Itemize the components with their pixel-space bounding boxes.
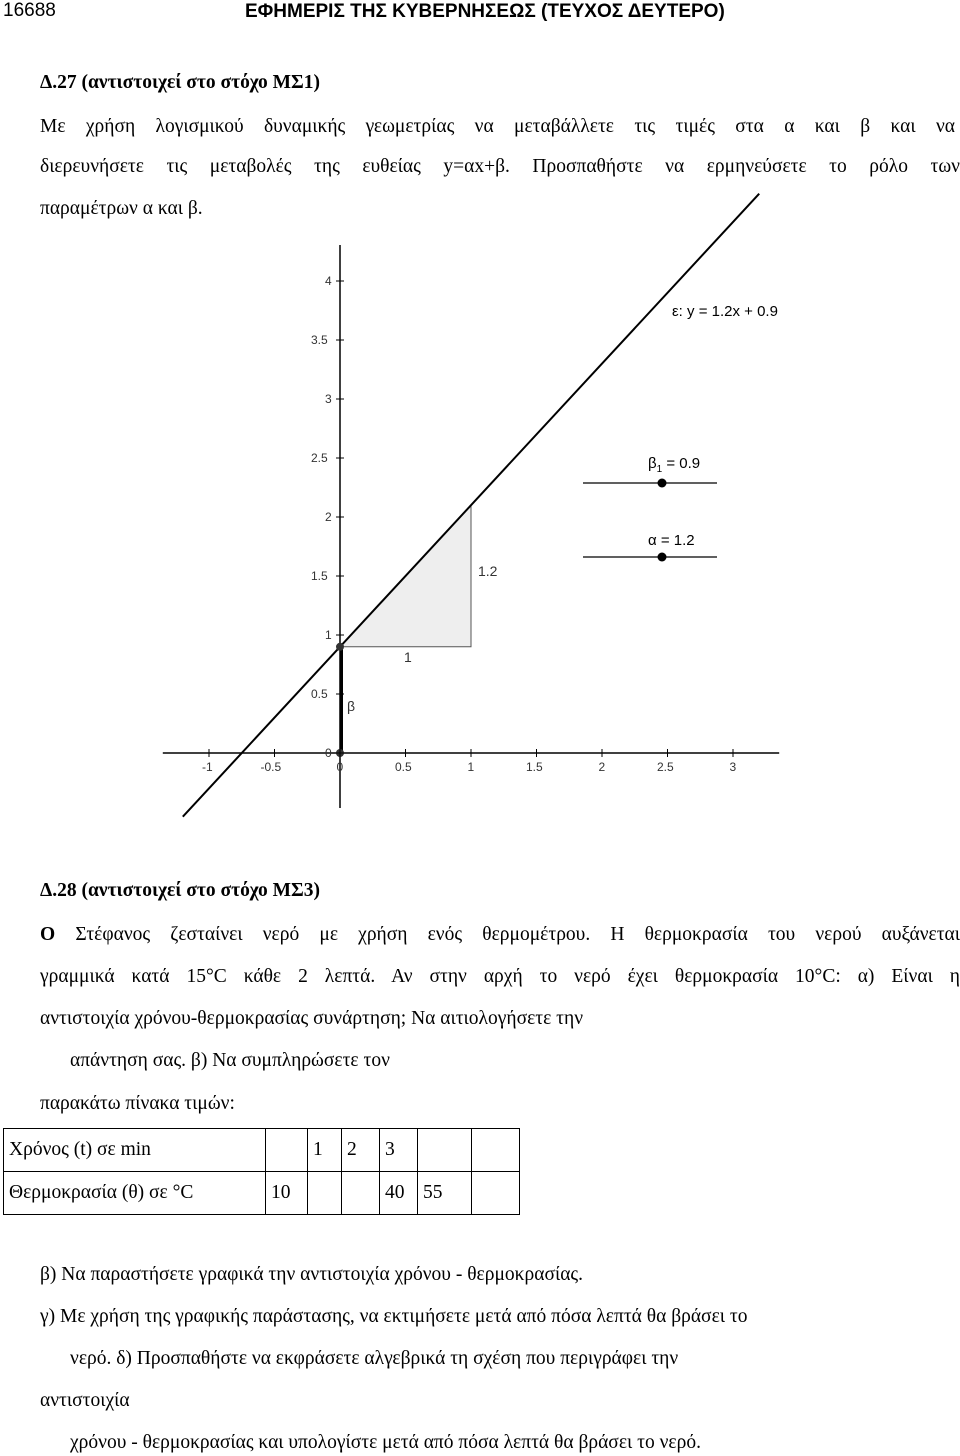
slider-a-handle[interactable] xyxy=(658,553,667,562)
values-table xyxy=(3,1128,520,1215)
line-series-group xyxy=(183,194,759,817)
table-cell[interactable] xyxy=(418,1129,472,1172)
table-cell[interactable]: 1 xyxy=(308,1129,342,1172)
table-row-temperature xyxy=(4,1172,520,1215)
table-row-time xyxy=(4,1129,520,1172)
y-tick-label: 0 xyxy=(325,746,332,760)
y-tick-label: 4 xyxy=(325,274,332,288)
x-tick-label: 2 xyxy=(598,760,606,774)
question-b: β) Να παραστήσετε γραφικά την αντιστοιχία χρόνου - θερμοκρασίας. xyxy=(40,1264,584,1285)
exercise-28-line-1-text: Στέφανος ζεσταίνει νερό με χρήση ενός θερμομέτρου. Η θερμοκρασία του νερού αυξάνεται xyxy=(75,924,960,945)
exercise-28-line-4: απάντηση σας. β) Να συμπληρώσετε τον xyxy=(70,1050,390,1071)
x-tick-label: 3 xyxy=(729,760,737,774)
y-tick-label: 0.5 xyxy=(311,687,328,701)
y-tick-label: 1.5 xyxy=(311,569,328,583)
table-cell[interactable] xyxy=(472,1172,520,1215)
y-tick-label: 2.5 xyxy=(311,451,328,465)
y-tick-label: 1 xyxy=(325,628,332,642)
table-cell[interactable]: Χρόνος (t) σε min xyxy=(4,1129,266,1172)
exercise-28-heading: Δ.28 (αντιστοιχεί στο στόχο ΜΣ3) xyxy=(40,880,321,901)
x-tick-label: 1 xyxy=(467,760,475,774)
slope-rise-label: 1.2 xyxy=(478,563,498,579)
exercise-28-line-5: παρακάτω πίνακα τιμών: xyxy=(40,1093,235,1114)
intercept-label: β xyxy=(347,698,356,714)
question-d-final: χρόνου - θερμοκρασίας και υπολογίστε μετά από πόσα λεπτά θα βράσει το νερό. xyxy=(70,1432,701,1453)
table-cell[interactable]: 3 xyxy=(380,1129,418,1172)
table-cell[interactable]: 10 xyxy=(266,1172,308,1215)
intercept-point[interactable] xyxy=(336,643,344,651)
x-tick-label: 2.5 xyxy=(657,760,674,774)
table-cell[interactable]: 40 xyxy=(380,1172,418,1215)
table-cell[interactable] xyxy=(308,1172,342,1215)
x-tick-label: -0.5 xyxy=(260,760,282,774)
exercise-28-line-1-bold: Ο xyxy=(40,924,56,945)
slider-b-handle[interactable] xyxy=(658,479,667,488)
question-c: γ) Με χρήση της γραφικής παράστασης, να εκτιμήσετε μετά από πόσα λεπτά θα βράσει το xyxy=(40,1306,748,1327)
x-tick-label: -1 xyxy=(202,760,213,774)
table-cell[interactable]: 2 xyxy=(342,1129,380,1172)
exercise-28-line-3: αντιστοιχία χρόνου-θερμοκρασίας συνάρτηση; Να αιτιολογήσετε την xyxy=(40,1008,584,1029)
question-d: νερό. δ) Προσπαθήστε να εκφράσετε αλγεβρικά τη σχέση που περιγράφει την xyxy=(70,1348,679,1369)
slope-triangle-group xyxy=(340,505,471,753)
exercise-27-heading: Δ.27 (αντιστοιχεί στο στόχο ΜΣ1) xyxy=(40,72,321,93)
slider-b-letter: β xyxy=(648,455,657,472)
line-equation-label: ε: y = 1.2x + 0.9 xyxy=(672,303,778,320)
slider-b-value: = 0.9 xyxy=(662,455,701,472)
table-cell[interactable] xyxy=(266,1129,308,1172)
slider-b-label xyxy=(648,455,700,475)
slider-b-subscript: 1 xyxy=(656,464,663,475)
slope-run-label: 1 xyxy=(404,649,412,665)
x-tick-label: 0 xyxy=(336,760,344,774)
exercise-27-line-2: διερευνήσετε τις μεταβολές της ευθείας y=αx+β. Προσπαθήστε να ερμηνεύσετε το ρόλο των xyxy=(40,156,960,177)
y-tick-label: 2 xyxy=(325,510,332,524)
y-tick-label: 3.5 xyxy=(311,333,328,347)
page-number: 16688 xyxy=(3,0,56,21)
exercise-27-line-1-text: Με χρήση λογισμικού δυναμικής γεωμετρίας να μεταβάλλετε τις τιμές στα α και β και να xyxy=(40,116,955,137)
x-tick-label: 0.5 xyxy=(395,760,412,774)
x-tick-label: 1.5 xyxy=(526,760,543,774)
table-cell[interactable] xyxy=(472,1129,520,1172)
table-cell[interactable]: 55 xyxy=(418,1172,472,1215)
table-cell[interactable]: Θερμοκρασία (θ) σε °C xyxy=(4,1172,266,1215)
exercise-27-line-3: παραμέτρων α και β. xyxy=(40,198,203,219)
y-tick-label: 3 xyxy=(325,392,332,406)
exercise-28-line-1 xyxy=(40,924,960,946)
question-d-cont: αντιστοιχία xyxy=(40,1390,130,1411)
series-line xyxy=(183,194,759,817)
slider-a-label: α = 1.2 xyxy=(648,532,695,549)
exercise-28-line-2: γραμμικά κατά 15°C κάθε 2 λεπτά. Αν στην αρχή το νερό έχει θερμοκρασία 10°C: α) Είναι η xyxy=(40,966,960,987)
table-cell[interactable] xyxy=(342,1172,380,1215)
gazette-title: ΕΦΗΜΕΡΙΣ ΤΗΣ ΚΥΒΕΡΝΗΣΕΩΣ (ΤΕΥΧΟΣ ΔΕΥΤΕΡΟ) xyxy=(245,1,725,22)
